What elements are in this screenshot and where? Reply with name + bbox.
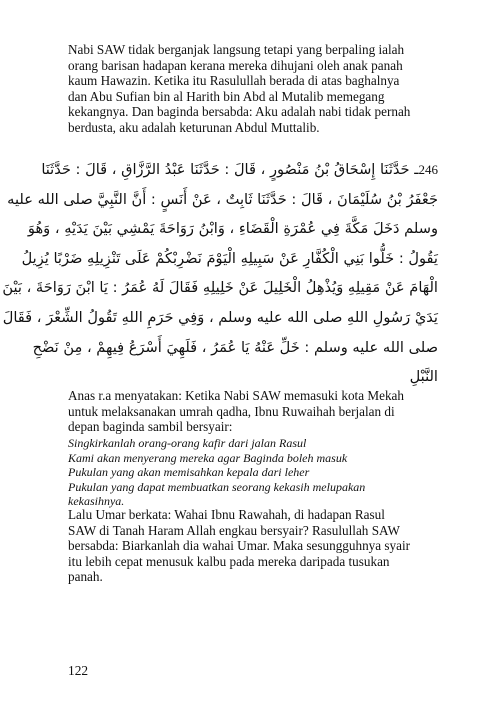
arabic-line: الْهَامَ عَنْ مَقِيلِهِ وَيُذْهِلُ الْخَلِيلَ عَنْ خَلِيلِهِ فَقَالَ لَهُ عُمَرُ : يَا ابْنَ رَوَاحَةَ ، بَيْنَ bbox=[2, 279, 438, 297]
poem-line: Pukulan yang dapat membuatkan seorang kekasih melupakan bbox=[68, 479, 366, 494]
text-line: dan Abu Sufian bin al Harith bin Abd al Mutalib memegang bbox=[68, 88, 385, 104]
poem-block bbox=[68, 436, 440, 509]
arabic-line: وسلم دَخَلَ مَكَّةَ فِي عُمْرَةِ الْقَضَاءِ ، وَابْنُ رَوَاحَةَ يَمْشِي بَيْنَ يَدَيْهِ ، وَهُوَ bbox=[27, 220, 438, 238]
text-line: Anas r.a menyatakan: Ketika Nabi SAW memasuki kota Mekah bbox=[68, 388, 404, 403]
arabic-line-text: ـ حَدَّثَنَا إِسْحَاقُ بْنُ مَنْصُورٍ ، قَالَ : حَدَّثَنَا عَبْدُ الرَّزَّاقِ ، قَالَ : حَدَّثَنَا bbox=[41, 161, 419, 178]
text-line: bersabda: Biarkanlah dia wahai Umar. Maka sesungguhnya syair bbox=[68, 538, 411, 554]
text-line: panah. bbox=[68, 569, 103, 585]
arabic-line: جَعْفَرُ بْنُ سُلَيْمَانَ ، قَالَ : حَدَّثَنَا ثَابِتٌ ، عَنْ أَنَسٍ : أَنَّ النَّبِيَّ صلى الله عليه bbox=[7, 190, 438, 208]
text-line: Nabi SAW tidak berganjak langsung tetapi yang berpaling ialah bbox=[68, 42, 405, 57]
text-line: SAW di Tanah Haram Allah engkau bersyair? Rasulullah SAW bbox=[68, 522, 400, 538]
paragraph-intro bbox=[68, 42, 440, 136]
arabic-line bbox=[41, 155, 438, 185]
arabic-line: يَدَيْ رَسُولِ اللهِ صلى الله عليه وسلم ، وَفِي حَرَمِ اللهِ تَقُولُ الشِّعْرَ ، فَقَالَ bbox=[2, 308, 438, 326]
arabic-line: النَّبْلِ bbox=[409, 368, 438, 386]
text-line: Lalu Umar berkata: Wahai Ibnu Rawahah, di hadapan Rasul bbox=[68, 507, 385, 522]
arabic-line: يَقُولُ : خَلُّوا بَنِي الْكُفَّارِ عَنْ سَبِيلِهِ الْيَوْمَ نَضْرِبْكُمْ عَلَى تَنْزِيلِهِ ضَرْبًا يُزِيلُ bbox=[21, 249, 438, 267]
poem-line: kekasihnya. bbox=[68, 494, 125, 509]
hadith-number: 246 bbox=[418, 162, 438, 177]
arabic-line: صلى الله عليه وسلم : خَلِّ عَنْهُ يَا عُمَرُ ، فَلَهِيَ أَسْرَعُ فِيهِمْ ، مِنْ نَضْحِ bbox=[32, 338, 438, 356]
hadith-arabic-text bbox=[2, 155, 438, 392]
text-line: kekangnya. Dan baginda bersabda: Aku adalah nabi tidak pernah bbox=[68, 104, 411, 120]
poem-line: Pukulan yang akan memisahkan kepala dari leher bbox=[68, 465, 310, 480]
text-line: depan baginda sambil bersyair: bbox=[68, 419, 233, 435]
paragraph-conclusion bbox=[68, 507, 440, 585]
text-line: kaum Hawazin. Ketika itu Rasulullah berada di atas baghalnya bbox=[68, 73, 400, 89]
poem-line: Kami akan menyerang mereka agar Baginda boleh masuk bbox=[68, 450, 348, 465]
text-line: untuk melaksanakan umrah qadha, Ibnu Ruwaihah berjalan di bbox=[68, 403, 395, 419]
text-line: itu lebih cepat menusuk kalbu pada mereka daripada tusukan bbox=[68, 553, 390, 569]
text-line: berdusta, aku adalah keturunan Abdul Muttalib. bbox=[68, 119, 320, 135]
paragraph-translation bbox=[68, 388, 440, 435]
poem-line: Singkirkanlah orang-orang kafir dari jalan Rasul bbox=[68, 436, 307, 450]
page-number: 122 bbox=[68, 663, 89, 678]
text-line: orang barisan hadapan kerana mereka dihujani oleh anak panah bbox=[68, 57, 403, 73]
